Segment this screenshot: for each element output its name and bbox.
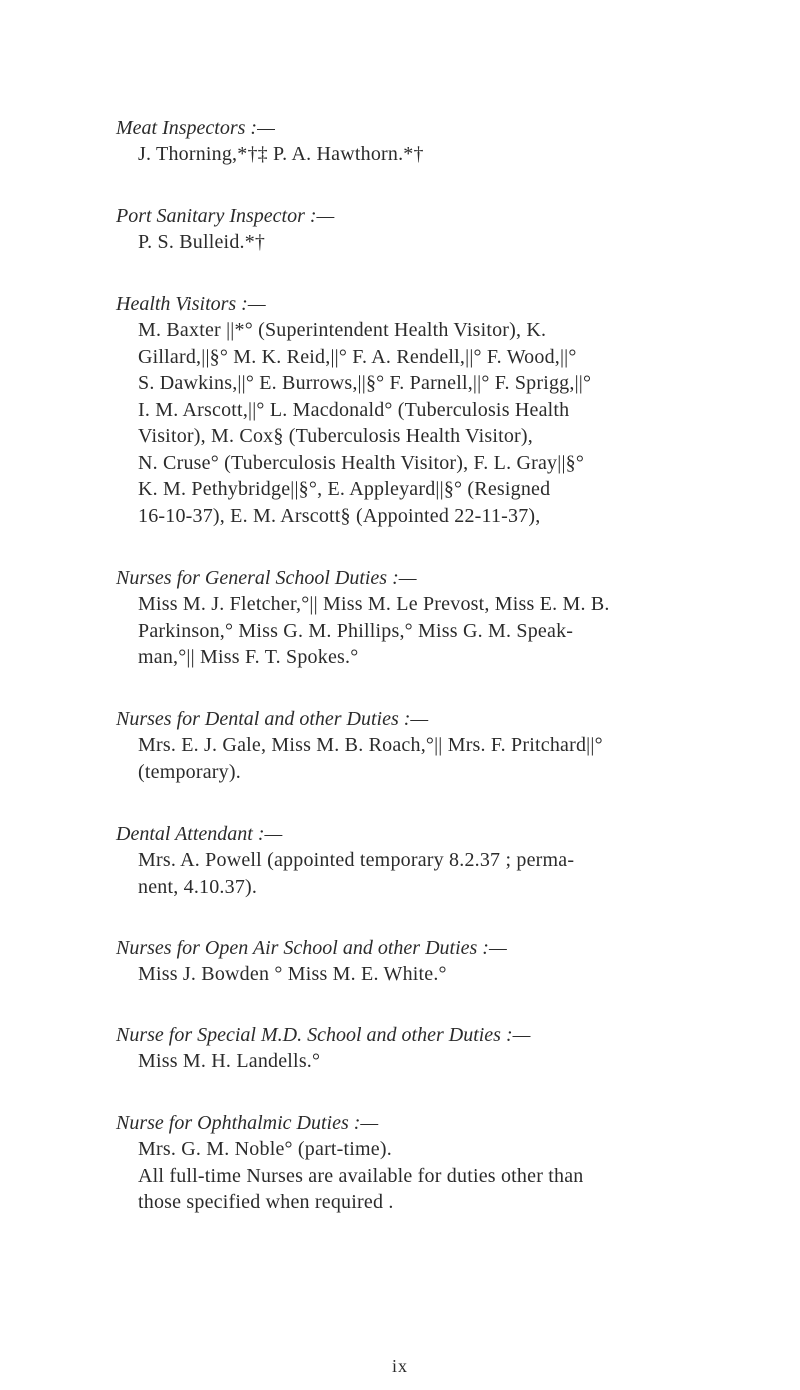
section-port-sanitary-inspector: [116, 203, 752, 256]
section-body: [138, 591, 752, 671]
section-heading: Nurse for Ophthalmic Duties :—: [116, 1112, 379, 1134]
text-line: Mrs. E. J. Gale, Miss M. B. Roach,°|| Mrs. F. Pritchard||°: [138, 734, 603, 756]
section-meat-inspectors: [116, 115, 752, 168]
text-line: J. Thorning,*†‡ P. A. Hawthorn.*†: [138, 143, 424, 165]
section-dental-attendant: [116, 821, 752, 900]
text-line: I. M. Arscott,||° L. Macdonald° (Tuberculosis Health: [138, 398, 570, 421]
section-heading: Health Visitors :—: [116, 293, 266, 315]
section-body: [138, 1136, 752, 1216]
section-nurse-ophthalmic: [116, 1110, 752, 1216]
text-line: (temporary).: [138, 760, 241, 783]
text-line: Miss M. J. Fletcher,°|| Miss M. Le Prevost, Miss E. M. B.: [138, 593, 610, 615]
text-line: Miss M. H. Landells.°: [138, 1050, 321, 1072]
section-heading: Nurse for Special M.D. School and other Duties :—: [116, 1024, 531, 1046]
section-body: [138, 317, 752, 529]
text-line: M. Baxter ||*° (Superintendent Health Visitor), K.: [138, 319, 547, 341]
page-number: ix: [391, 1356, 408, 1376]
section-heading: Dental Attendant :—: [116, 823, 283, 845]
section-heading: Port Sanitary Inspector :—: [116, 205, 335, 227]
text-line: Parkinson,° Miss G. M. Phillips,° Miss G. M. Speak-: [138, 619, 574, 642]
section-nurse-special-md: [116, 1022, 752, 1075]
section-health-visitors: [116, 291, 752, 529]
text-line: K. M. Pethybridge||§°, E. Appleyard||§° (Resigned: [138, 478, 551, 500]
text-line: Visitor), M. Cox§ (Tuberculosis Health Visitor),: [138, 425, 533, 447]
section-heading: Meat Inspectors :—: [116, 117, 275, 139]
section-body: [138, 141, 752, 168]
section-body: [138, 732, 752, 785]
text-line: Miss J. Bowden ° Miss M. E. White.°: [138, 963, 447, 985]
section-nurses-dental: [116, 706, 752, 785]
section-heading: Nurses for Dental and other Duties :—: [116, 708, 429, 730]
section-body: [138, 229, 752, 256]
section-body: [138, 1048, 752, 1075]
section-nurses-open-air: [116, 935, 752, 988]
section-heading: Nurses for Open Air School and other Duties :—: [116, 937, 507, 959]
section-nurses-general-school: [116, 565, 752, 671]
text-line: nent, 4.10.37).: [138, 875, 258, 898]
text-line: P. S. Bulleid.*†: [138, 231, 266, 253]
text-line: Gillard,||§° M. K. Reid,||° F. A. Rendell,||° F. Wood,||°: [138, 345, 577, 368]
text-line: S. Dawkins,||° E. Burrows,||§° F. Parnell,||° F. Sprigg,||°: [138, 372, 592, 394]
text-line: Mrs. A. Powell (appointed temporary 8.2.37 ; perma-: [138, 849, 575, 871]
text-line: man,°|| Miss F. T. Spokes.°: [138, 646, 359, 668]
text-line: All full-time Nurses are available for duties other than: [138, 1164, 584, 1187]
text-line: Mrs. G. M. Noble° (part-time).: [138, 1138, 392, 1160]
text-line: 16-10-37), E. M. Arscott§ (Appointed 22-11-37),: [138, 504, 541, 527]
section-body: [138, 847, 752, 900]
text-line: N. Cruse° (Tuberculosis Health Visitor), F. L. Gray||§°: [138, 451, 585, 474]
text-line: those specified when required .: [138, 1191, 394, 1213]
section-heading: Nurses for General School Duties :—: [116, 567, 417, 589]
section-body: [138, 961, 752, 988]
